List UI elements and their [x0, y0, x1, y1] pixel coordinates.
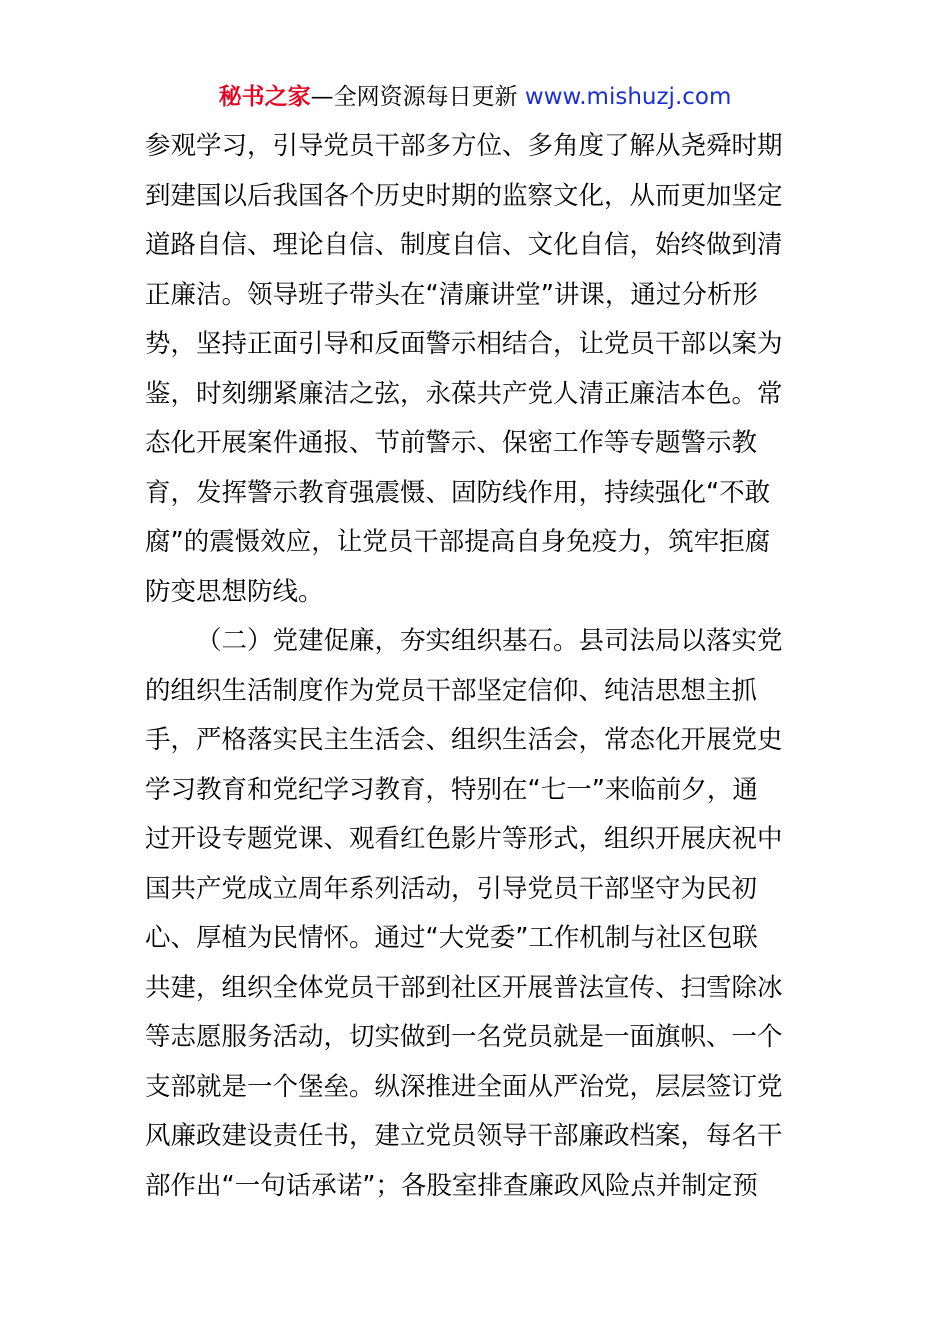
- text-line: 育，发挥警示教育强震慑、固防线作用，持续强化“不敢: [145, 477, 771, 508]
- site-brand: 秘书之家: [218, 84, 311, 110]
- text-line: 支部就是一个堡垒。纵深推进全面从严治党，层层签订党: [145, 1071, 783, 1102]
- text-line: 国共产党成立周年系列活动，引导党员干部坚守为民初: [145, 873, 758, 904]
- text-line: 心、厚植为民情怀。通过“大党委”工作机制与社区包联: [145, 923, 758, 953]
- text-line: 鉴，时刻绷紧廉洁之弦，永葆共产党人清正廉洁本色。常: [145, 378, 783, 409]
- text-line: 过开设专题党课、观看红色影片等形式，组织开展庆祝中: [145, 824, 783, 854]
- text-line: 正廉洁。领导班子带头在“清廉讲堂”讲课，通过分析形: [145, 279, 758, 310]
- text-line: 防变思想防线。: [145, 576, 324, 607]
- text-line: 的组织生活制度作为党员干部坚定信仰、纯洁思想主抓: [145, 675, 758, 706]
- text-line: 腐”的震慑效应，让党员干部提高自身免疫力，筑牢拒腐: [145, 527, 771, 557]
- text-line: 势，坚持正面引导和反面警示相结合，让党员干部以案为: [145, 329, 783, 359]
- text-line: 参观学习，引导党员干部多方位、多角度了解从尧舜时期: [145, 131, 783, 161]
- text-line: 到建国以后我国各个历史时期的监察文化，从而更加坚定: [145, 180, 783, 211]
- site-header: [0, 80, 950, 114]
- site-slogan: —全网资源每日更新: [310, 84, 518, 110]
- text-line: 手，严格落实民主生活会、组织生活会，常态化开展党史: [145, 725, 783, 755]
- document-body: [145, 122, 815, 1211]
- text-line: 态化开展案件通报、节前警示、保密工作等专题警示教: [145, 428, 758, 458]
- text-line: 共建，组织全体党员干部到社区开展普法宣传、扫雪除冰: [145, 972, 783, 1003]
- text-line: 风廉政建设责任书，建立党员领导干部廉政档案，每名干: [145, 1121, 783, 1151]
- site-url-link[interactable]: www.mishuzj.com: [524, 84, 732, 110]
- text-line: 部作出“一句话承诺”；各股室排查廉政风险点并制定预: [145, 1170, 758, 1201]
- section-heading-line: （二）党建促廉，夯实组织基石。县司法局以落实党: [196, 626, 783, 656]
- text-line: 等志愿服务活动，切实做到一名党员就是一面旗帜、一个: [145, 1022, 783, 1052]
- text-line: 学习教育和党纪学习教育，特别在“七一”来临前夕，通: [145, 774, 758, 805]
- text-line: 道路自信、理论自信、制度自信、文化自信，始终做到清: [145, 230, 783, 260]
